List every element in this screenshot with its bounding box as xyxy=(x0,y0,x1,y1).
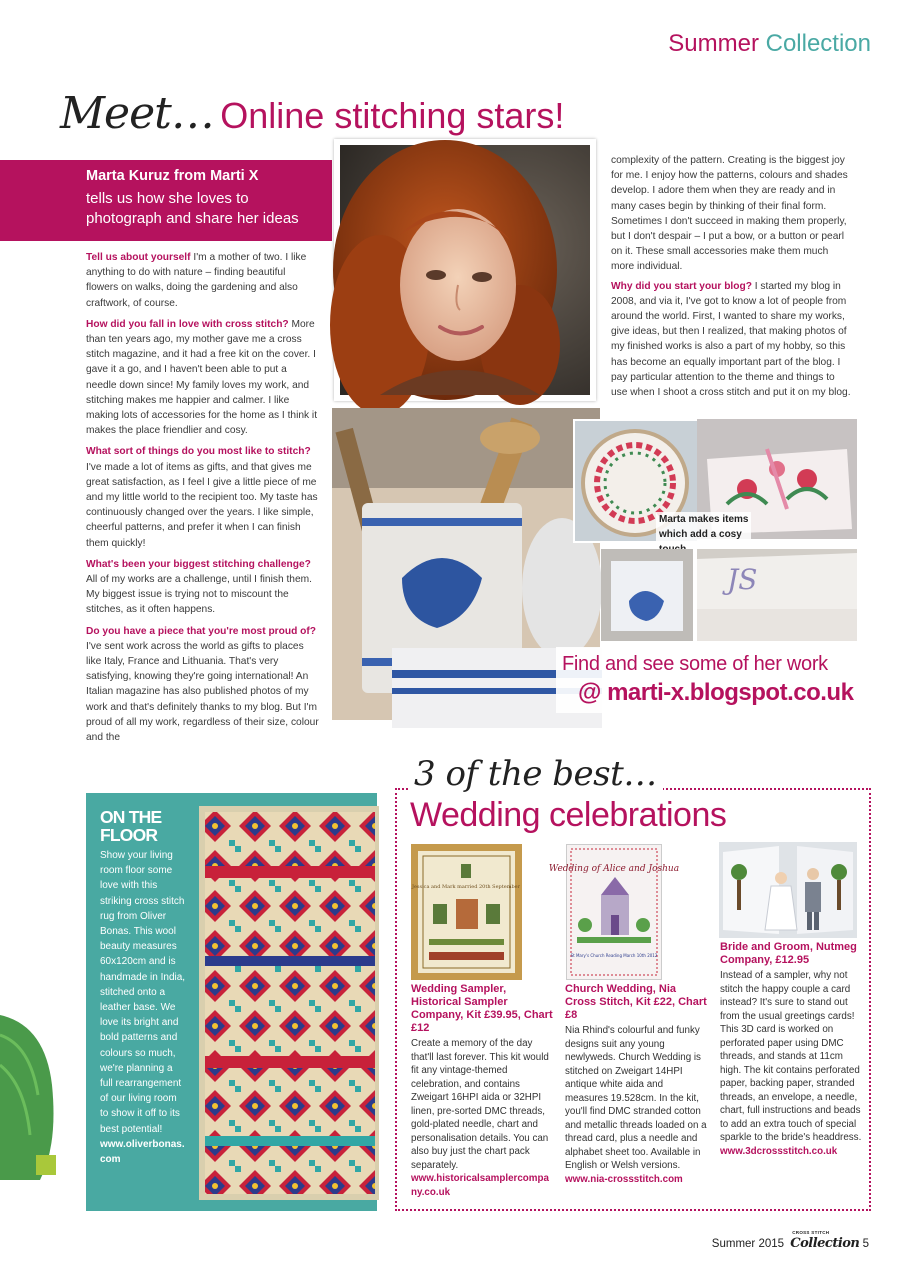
floor-body-text: Show your living room floor some love with this striking cross stitch rug from Oliver Bonas. This wool beauty measures 60x120cm and is handmade in India, stitched onto a leather base. We love its bright and bold patterns and colours so much, we're planning a full rearrangement of our living room to show it off to its best potential! xyxy=(100,850,186,1135)
find-url[interactable]: @ marti-x.blogspot.co.uk xyxy=(578,679,854,706)
product-2-image xyxy=(548,844,680,980)
interview-column xyxy=(86,250,320,745)
header-summer: Summer xyxy=(668,30,759,57)
jumper-photo xyxy=(0,1005,60,1185)
interview-5: Do you have a piece that you're most proud of? I've sent work across the world as gifts to places like Italy, France and Lithuania. That's very satisfying, knowing they're going international! An Italian magazine has also published photos of my work and that's definitely thanks to my blog. But I'm proud of all my work, regardless of their size, colour and the xyxy=(86,625,319,744)
product-1-title: Wedding Sampler, Historical Sampler Company, Kit £39.95, Chart £12 xyxy=(411,983,553,1034)
best-script: 3 of the best… xyxy=(408,754,663,794)
hen-pillow-photo xyxy=(601,549,693,641)
church-text-2: St Mary's Church Reading March 10th 2012 xyxy=(570,953,658,958)
page-number: 5 xyxy=(862,1238,869,1250)
product-1 xyxy=(411,983,553,1199)
header-collection: Collection xyxy=(765,30,871,57)
portrait-photo xyxy=(334,139,596,401)
product-3-body: Instead of a sampler, why not stitch the happy couple a card instead? It's sure to stand out from the usual greetings cards! This 3D card is worked on perforated paper using DMC threads, and stands at 11cm high. The kit contains perforated paper, backing paper, stranded threads, an envelope, a needle, chart, full instructions and beads to add an extra touch of special sparkle to the bride's headdress. xyxy=(720,970,862,1143)
product-3-title: Bride and Groom, Nutmeg Company, £12.95 xyxy=(720,941,857,966)
interview-1: Tell us about yourself I'm a mother of two. I like anything to do with nature – finding beautiful flowers on walks, doing the gardening and also craftwork, of course. xyxy=(86,252,307,309)
portrait-art xyxy=(340,145,602,407)
floor-body xyxy=(100,848,186,1167)
church-text-1: Wedding of Alice and Joshua xyxy=(548,864,680,874)
letters-photo xyxy=(697,549,857,641)
right-para-2: Why did you start your blog? I started my blog in 2008, and via it, I've got to know a lot of people from around the world. First, I wanted to share my works, give ideas, but then I realized, that making photos of my finished works is also a part of my hobby, so this has become an equally important part of the blog. I pay particular attention to the theme and things to use when I shoot a cross stitch and put it on my blog. xyxy=(611,280,851,399)
floor-url[interactable]: www.oliverbonas.com xyxy=(100,1138,185,1166)
hen-pillow-art xyxy=(601,549,693,641)
interview-4: What's been your biggest stitching challenge? All of my works are a challenge, until I finish them. My biggest issue is trying not to miscount the stitches, as it often happens. xyxy=(86,558,312,616)
sampler-text: Jessica and Mark married 20th September xyxy=(411,884,521,890)
product-2-title: Church Wedding, Nia Cross Stitch, Kit £22, Chart £8 xyxy=(565,983,707,1021)
sampler-art xyxy=(411,844,522,980)
rug-art xyxy=(195,806,381,1200)
footer-brand: Collection xyxy=(790,1236,860,1251)
svg-text:Wedding of Alice and Joshua xyxy=(549,864,679,874)
product-3-url[interactable]: www.3dcrossstitch.co.uk xyxy=(720,1145,838,1157)
svg-text:St Mary's Church Reading March xyxy=(571,953,658,958)
product-3 xyxy=(720,941,862,1158)
footer-brand-small: CROSS STITCH xyxy=(792,1230,830,1235)
product-3-image xyxy=(719,842,857,938)
product-1-body: Create a memory of the day that'll last forever. This kit would fit any vintage-themed celebration, and contains Zweigart 16HPI aida or 32HPI linen, pre-sorted DMC threads, gold-plated needle, chart and personalisation details. You can also buy just the chart pack separately. xyxy=(411,1038,549,1171)
interview-3: What sort of things do you most like to stitch? I've made a lot of items as gifts, and that gives me great satisfaction, as I feel I give a little piece of me and my little world to the recipient too. My taste has continuously changed over the years. I like simple, cheerful patterns, and prefer it when I can finish them quickly! xyxy=(86,446,318,549)
letters-art xyxy=(697,549,857,641)
product-2-body: Nia Rhind's colourful and funky designs suit any young newlyweds. Church Wedding is stitched on Zweigart 14HPI antique white aida and measures 19.528cm. In the kit, you'll find DMC stranded cotton and metallic threads loaded on a thread card, plus a needle and alphabet sheet too. Available in English or Welsh versions. xyxy=(565,1025,707,1171)
section-header xyxy=(668,30,871,58)
product-1-image xyxy=(411,844,522,980)
title-meet-script: Meet… xyxy=(60,88,214,139)
floor-title: ON THE FLOOR xyxy=(100,807,162,845)
church-art xyxy=(548,845,680,979)
product-2-url[interactable]: www.nia-crossstitch.com xyxy=(565,1173,683,1185)
best-headline: Wedding celebrations xyxy=(410,796,727,834)
photo-caption: Marta makes items which add a cosy xyxy=(656,512,751,557)
jumper-art xyxy=(0,1005,60,1185)
product-1-url[interactable]: www.historicalsamplercompany.co.uk xyxy=(411,1173,549,1198)
rug-photo xyxy=(195,806,381,1200)
interview-2: How did you fall in love with cross stitch? More than ten years ago, my mother gave me a cross stitch magazine, and it had a free kit on the cover. I gave it a go, and I haven't been able to put a needle down since! My family loves my work, and stitching makes me happier and calmer. I like making lots of accessories for the home as I think it makes the place friendlier and cosy. xyxy=(86,318,318,437)
bride-groom-art xyxy=(719,842,857,938)
footer-issue: Summer 2015 xyxy=(711,1238,785,1250)
footer-logo xyxy=(790,1230,860,1251)
title-headline: Online stitching stars! xyxy=(220,95,565,136)
page-title xyxy=(60,88,564,139)
svg-text:JS: JS xyxy=(727,563,758,596)
intro-name: Marta Kuruz from Marti X xyxy=(86,168,259,184)
intro-tagline: tells us how she loves to photograph and share her ideas xyxy=(86,190,299,227)
right-para-1: complexity of the pattern. Creating is the biggest joy for me. I enjoy how the patterns, colours and shades develop. I adore them when they are ready and in many cases begin by thinking of their final form. Sometimes I don't succeed in making them properly, but I don't despair – I put a bow, or a button or pearl on it. These small accessories make them much more individual. xyxy=(611,155,848,273)
right-text-column xyxy=(611,153,851,400)
footer xyxy=(711,1230,869,1251)
find-line: Find and see some of her work xyxy=(562,653,828,675)
product-2 xyxy=(565,983,707,1186)
